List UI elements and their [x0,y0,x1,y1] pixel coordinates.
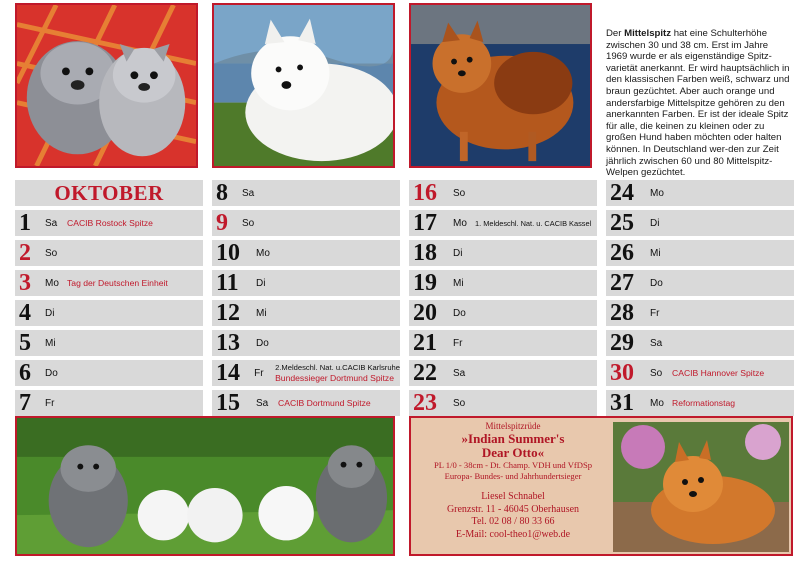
day-row-15 [212,390,400,416]
day-row-26 [606,240,794,266]
photo-orange-spitz [409,3,592,168]
calendar-column-1 [15,180,203,420]
ad-titles-1: PL 1/0 - 38cm - Dt. Champ. VDH und VfDSp [433,460,593,470]
day-number: 7 [19,390,31,416]
day-number: 12 [216,300,240,326]
day-number: 19 [413,270,437,296]
weekday: Sa [256,397,269,409]
ad-dog-name-1: »Indian Summer's [461,431,565,446]
day-row-14 [212,360,400,386]
event-text [275,362,400,384]
day-number: 10 [216,240,240,266]
ad-address: Grenzstr. 11 - 46045 Oberhausen [446,503,580,515]
day-number: 22 [413,360,437,386]
weekday: Di [453,247,463,259]
weekday: Di [650,217,660,229]
day-number: 3 [19,270,31,296]
weekday: Sa [453,367,466,379]
weekday: Fr [45,397,55,409]
day-number: 4 [19,300,31,326]
ad-dog-name-2: Dear Otto« [481,445,545,460]
weekday: Mi [256,307,267,319]
photo-spitz-group [15,416,395,556]
event-text: CACIB Hannover Spitze [672,368,765,378]
day-number: 13 [216,330,240,356]
day-row-27 [606,270,794,296]
day-row-31 [606,390,794,416]
day-number: 21 [413,330,437,356]
day-number: 2 [19,240,31,266]
photo-white-spitz [212,3,395,168]
breed-description [606,28,792,179]
day-number: 15 [216,390,240,416]
day-number: 24 [610,180,634,206]
day-number: 25 [610,210,634,236]
ad-text-block [415,420,611,541]
event-text: CACIB Dortmund Spitze [278,398,371,408]
day-row-5 [15,330,203,356]
weekday: So [453,397,466,409]
day-row-9 [212,210,400,236]
weekday: So [242,217,255,229]
day-row-10 [212,240,400,266]
stud-advertisement [409,416,793,556]
day-row-19 [409,270,597,296]
weekday: Di [256,277,266,289]
day-number: 8 [216,180,228,206]
day-number: 6 [19,360,31,386]
weekday: Do [650,277,663,289]
ad-phone: Tel. 02 08 / 80 33 66 [471,516,555,527]
day-number: 26 [610,240,634,266]
day-row-12 [212,300,400,326]
weekday: Fr [453,337,463,349]
event-text: Tag der Deutschen Einheit [67,278,168,288]
weekday: Fr [254,367,264,379]
day-row-6 [15,360,203,386]
description-bold: Mittelspitz [624,28,672,39]
weekday: Mi [650,247,661,259]
weekday: Sa [650,337,663,349]
event-line-1: 2.Meldeschl. Nat. u.CACIB Karlsruhe [275,363,400,372]
day-row-29 [606,330,794,356]
day-row-25 [606,210,794,236]
day-number: 18 [413,240,437,266]
description-lead: Der [606,28,622,39]
day-row-16 [409,180,597,206]
day-row-24 [606,180,794,206]
weekday: Mo [45,277,59,289]
description-text: hat eine Schulterhöhe zwischen 30 und 38 cm. Erst im Jahre 1969 wurde er als eigenständige Spitz-varietät anerkannt. Er wird hauptsächlich in den klassischen Farben weiß, schwarz und braun gezüchtet. Aber auch orange und andersfarbige Mittelspitze gehören zu den anerkannten Farben. Er ist der ideale Spitz für alle, die keinen zu kleinen oder zu großen Hund haben möchten oder halten können. In Deutschland wer-den zur Zeit jährlich zwischen 60 und 80 Mittelspitz-Welpen gezüchtet. [606,28,790,179]
day-row-21 [409,330,597,356]
day-row-17 [409,210,597,236]
ad-titles-2: Europa- Bundes- und Jahrhundertsieger [444,471,582,481]
weekday: Sa [242,187,255,199]
weekday: Do [453,307,466,319]
day-row-18 [409,240,597,266]
weekday: Mo [650,397,664,409]
day-row-23 [409,390,597,416]
ad-email: E-Mail: cool-theo1@web.de [455,528,571,540]
day-row-30 [606,360,794,386]
day-row-28 [606,300,794,326]
month-title: OKTOBER [54,180,164,205]
day-row-8 [212,180,400,206]
day-row-4 [15,300,203,326]
weekday: Mi [45,337,56,349]
day-row-13 [212,330,400,356]
photo-stud-dog [613,422,789,552]
day-number: 31 [610,390,634,416]
event-text: Reformationstag [672,398,736,408]
event-text: CACIB Rostock Spitze [67,218,153,228]
day-number: 30 [610,360,634,386]
weekday: Do [256,337,269,349]
day-number: 29 [610,330,634,356]
event-line-2: Bundessieger Dortmund Spitze [275,373,395,383]
weekday: So [453,187,466,199]
day-number: 27 [610,270,634,296]
day-number: 1 [19,210,31,236]
weekday: Mo [453,217,467,229]
calendar-column-3 [409,180,597,420]
day-number: 16 [413,180,437,206]
calendar-column-2 [212,180,400,420]
weekday: Sa [45,217,58,229]
weekday: Fr [650,307,660,319]
weekday: So [45,247,58,259]
weekday: Mo [256,247,270,259]
ad-label: Mittelspitzrüde [485,421,541,431]
day-row-7 [15,390,203,416]
weekday: Di [45,307,55,319]
day-number: 17 [413,210,437,236]
photo-puppies [15,3,198,168]
day-number: 23 [413,390,437,416]
day-number: 28 [610,300,634,326]
day-row-22 [409,360,597,386]
day-row-20 [409,300,597,326]
day-row-11 [212,270,400,296]
weekday: Mi [453,277,464,289]
day-row-3 [15,270,203,296]
ad-owner: Liesel Schnabel [481,491,545,502]
day-number: 14 [216,360,240,386]
day-number: 11 [216,270,239,296]
event-text: 1. Meldeschl. Nat. u. CACIB Kassel [475,218,592,228]
calendar-column-4 [606,180,794,420]
day-row-2 [15,240,203,266]
weekday: Do [45,367,58,379]
day-row-1 [15,210,203,236]
day-number: 9 [216,210,228,236]
day-number: 5 [19,330,31,356]
weekday: Mo [650,187,664,199]
weekday: So [650,367,663,379]
month-title-row [15,180,203,206]
day-number: 20 [413,300,437,326]
